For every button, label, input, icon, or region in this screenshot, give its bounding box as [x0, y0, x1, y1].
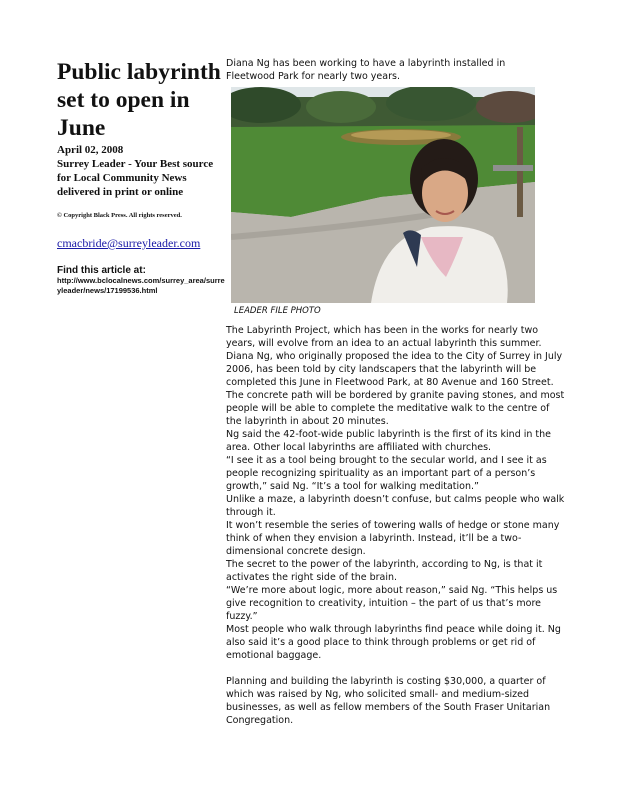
article-paragraph: “I see it as a tool being brought to the secular world, and I see it as people recognizing spirituality as an important part of a person’s growth,” said Ng. “It’s a tool for walking meditation.”: [226, 455, 547, 492]
article-paragraph: Ng said the 42-foot-wide public labyrinth is the first of its kind in the area. Other local labyrinths are affiliated with churches.: [226, 429, 552, 453]
article-paragraph: Unlike a maze, a labyrinth doesn’t confuse, but calms people who walk through it.: [226, 494, 565, 518]
author-email-link[interactable]: cmacbride@surreyleader.com: [57, 236, 201, 250]
find-article-label: Find this article at:: [57, 265, 146, 276]
article-url-link[interactable]: http://www.bclocalnews.com/surrey_area/surreyleader/news/17199536.html: [57, 276, 225, 295]
photo-caption: LEADER FILE PHOTO: [234, 306, 321, 316]
intro-text: Diana Ng has been working to have a labyrinth installed in Fleetwood Park for nearly two years.: [226, 58, 506, 82]
article-paragraph: Most people who walk through labyrinths find peace while doing it. Ng also said it’s a good place to think through problems or get rid of emotional baggage.: [226, 624, 561, 661]
publication-info: Surrey Leader - Your Best source for Local Community News delivered in print or online: [57, 158, 214, 198]
photo-illustration: [231, 87, 535, 303]
article-paragraph: It won’t resemble the series of towering walls of hedge or stone many think of when they envision a labyrinth. Instead, it’ll be a two-dimensional concrete design.: [226, 520, 560, 557]
article-paragraph: The concrete path will be bordered by granite paving stones, and most people will be able to complete the meditative walk to the centre of the labyrinth in about 20 minutes.: [226, 390, 565, 427]
article-paragraph: The Labyrinth Project, which has been in the works for nearly two years, will evolve from an idea to an actual labyrinth this summer.: [226, 325, 542, 349]
article-date: April 02, 2008: [57, 144, 124, 156]
article-headline: Public labyrinth set to open in June: [57, 59, 221, 141]
article-paragraph: The secret to the power of the labyrinth, according to Ng, is that it activates the right side of the brain.: [226, 559, 543, 583]
article-sidebar: [57, 58, 227, 296]
article-paragraph: Diana Ng, who originally proposed the idea to the City of Surrey in July 2006, has been told by city landscapers that the labyrinth will be completed this June in Fleetwood Park, at 80 Avenue and 160 Street.: [226, 351, 563, 388]
article-paragraph: “We’re more about logic, more about reason,” said Ng. “This helps us give recognition to creativity, intuition – the part of us that’s more fuzzy.”: [226, 585, 558, 622]
article-paragraph: Planning and building the labyrinth is costing $30,000, a quarter of which was raised by Ng, who solicited small- and medium-sized businesses, as well as fellow members of the South Fraser Unitarian Congregation.: [226, 676, 551, 726]
article-body: [226, 324, 566, 727]
article-photo: [231, 87, 535, 303]
copyright-notice: © Copyright Black Press. All rights reserved.: [57, 212, 182, 219]
